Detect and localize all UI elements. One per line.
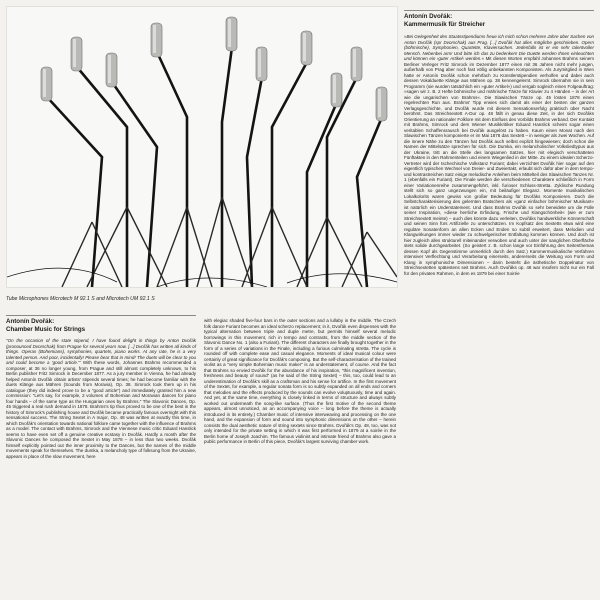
body-text: Mit diesen Worten empfahl Johannes Brahms seinem Berliner Verleger Fritz Simrock im Dezember 1877 einen mit 36 Jahren nicht mehr jungen, außerhalb von Prag aber noch fast völlig unbekannten Komponisten. Als Jurymitglied in Wien hatte er Antonín Dvořák schon mehrfach zu Künstlerstipendien verholfen und dabei auch dessen Vokalduette Klänge aus Mähren op. 38 kennengelernt. Simrock übernahm sie in sein Programm (sie wurden tatsächlich ein »guter Artikel«) und vergab sogleich einen Folgeauftrag: »sagen wir z. B. 2 Hefte böhmische und mährische Tänze für Klavier zu 4 Händen – in der Art wie die ungarischen von Brahms«. Die Slawischen Tänze op. 45 lösten 1878 einen regelrechten Run aus. Brahms' Tipp erwies sich damit als einer der besten der ganzen Verlagsgeschichte, und Dvořák wurde mit diesem Sensationserfolg praktisch über Nacht berühmt. Das Streichsextett A-Dur op. 48 fällt in genau diese Zeit, in der sich Dvořáks Orientierung an nationaler Folklore mit dem Einfluss des Vorbilds Brahms verband. Der Kontakt mit Brahms, Simrock und dem Wiener Musikkritiker Eduard Hanslick scheint sogar einen veritablen Schaffensrausch bei Dvořák ausgelöst zu haben. Kaum einen Monat nach den Slawischen Tänzen komponierte er im Mai 1878 das Sextett – in weniger als zwei Wochen. Auf die innere Nähe zu den Tänzen hat Dvořák auch selbst explizit hingewiesen; doch schon die Namen der Mittelsätze sprechen für sich. Die Dumka, ein melancholischer Volksliedtypus aus der Ukraine, tritt an die Stelle des langsamen Satzes, hier mit elegisch verschatteten Fünftakten in den Rahmenteilen und einem Wiegenlied in der Mitte. Zu einem idealen Scherzo-Vertreter wird der tschechische Volkstanz Furiant; dabei verzichtet Dvořák hier sogar auf den eigentlich typischen Wechsel von Dreier- und Zweiertakt, erlaubt sich dafür aber in dem tempo- und kontrastreichen Satz einige melodische Anleihen beim Mittelteil des Slawischen Tanzes Nr. 1 (ebenfalls ein Furiant). Die Finale werden die verschiedenen Charaktere schließlich in Form einer Variationenreihe zusammengeführt, inkl. furioser Schluss-Stretta. Zyklische Rundung stellt sich so ganz ungezwungen ein, mit beiläufiger Eleganz. Momente musikalischen Lokalkolorits waren gewiss von großer Bedeutung für Dvořáks Komponieren. Doch die Selbstcharakterisierung des gelernten Bratschers als »ganz einfacher böhmischer Musikant« ist natürlich ein Understatement. Und dass Brahms Dvořák so sehr beneidete um die Fülle seiner Inspiration, »diese herrliche Erfindung, Frische und Klangschönheit« (wie er zum Streichsextett meinte) – auch dies könnte dazu verleiten, Dvořáks handwerkliche Könnerschaft und seinen Sinn fürs Artifizielle zu unterschätzen. Im Kopfsatz des Sextetts etwa wird eine reguläre Sonatenform an allen Ecken und Enden so subtil erweitert, dass Melodien und Klangwirkungen immer wieder zu schwelgerischer Entfaltung kommen können. Und doch ist hier zugleich alles strukturell miteinander verwoben und auch unter der sanglichen Oberfläche stets solide durchgearbeitet. (So geistert z. B. schon lange vor Einführung des Seitenthemas dessen Kopf als Gegenstimme unmerklich durch den Satz.) Kammermusikalische Verfahren intensiver Verflechtung und Verarbeitung einerseits, andererseits die Weitung von Form und Klang in symphonische Dimensionen – darin besteht die ästhetische Doppelnatur von Streichsextetten spätestens seit Brahms. Auch Dvořáks op. 48 war insofern nicht nur ein Fall für den privaten Rahmen, in dem es 1879 bei einer Soirée	[404, 56, 594, 276]
body-text: With these words, Johannes Brahms recommended a composer, at 36 no longer young, from Prague and still almost completely unknown, to his Berlin publisher Fritz Simrock in December 1877. As a jury member in Vienna, he had already helped Antonín Dvořák obtain artists' stipends several times; he had become familiar with the duets Klänge aus Mähren (Sounds from Moravia), Op. 38. Simrock took them up in his catalogue (they did indeed prove to be a "good article") and immediately granted him a new commission: "Let's say, for example, 2 volumes of Bohemian and Moravian dances for piano four hands – of the same type as the Hungarian ones by Brahms." The Slavonic Dances, Op. 45 triggered a real rush demand in 1878. Brahms's tip thus proved to be one of the best in the history of Simrock's publishing house and Dvořák became practically famous overnight with this sensational success. The String Sextet in A major, Op. 48 was written at exactly this time, in which Dvořák's orientation towards national folklore came together with the influence of Brahms as a model. The contact with Brahms, Simrock and the Viennese music critic Eduard Hanslick seems to have even set off a genuine creative ecstasy in Dvořák. Hardly a month after the Slavonic Dances he composed the Sextet in May 1878 – in less than two weeks. Dvořák himself explicitly pointed out the inner proximity to the Dances, but the names of the middle movements speak for themselves. The dumka, a melancholy type of folksong from the Ukraine, appears in place of the slow movement, here	[6, 360, 196, 459]
german-heading	[404, 13, 594, 28]
english-column-1	[6, 338, 196, 459]
english-column-2	[204, 318, 396, 445]
heading-line-1: Antonín Dvořák:	[6, 318, 55, 325]
section-rule	[6, 315, 196, 316]
section-rule	[404, 10, 594, 11]
brahms-quote: "On the occasion of the state stipend, I have found delight in things by Anton Dvořák (pronounced Dvorschak) from Prague for several years now. [...] Dvořák has written all kinds of things. Operas (Bohemians), symphonies, quartets, piano works. At any rate, he is a very talented person. And poor, incidentally! Please bear that in mind! The duets will be clear to you and could become a 'good article.'"	[6, 338, 196, 365]
german-column	[404, 34, 594, 276]
body-text: with elegiac shaded five-four bars in the outer sections and a lullaby in the middle. The Czech folk dance Furiant becomes an ideal scherzo replacement; in it, Dvořák even dispenses with the typical alternation between triple and duple metre, but permits himself several melodic borrowings in this movement, rich in tempo and contrasts, from the middle section of the Slavonic Dance No. 1 (also a Furiant). The different characters are finally brought together in the form of a series of variations in the Finale, including a furious culminating stretta. The cycle is rounded off with complete ease and casual elegance. Moments of ideal musical colour were certainly of great significance for Dvořák's composing. But the self-characterisation of the trained violist as a "very simple Bohemian music maker" is an understatement, of course. And the fact that Brahms so envied Dvořák for the abundance of his inspiration, "this magnificent invention, freshness and beauty of sound" (as he said of the String Sextet) – this, too, could lead to an underestimation of Dvořák's skill as a craftsman and his sense for artifice. In the first movement of the Sextet, for example, a regular sonata form is so subtly expanded on all ends and corners that melodies and the effects produced by the sounds can evolve voluptuously, time and again. And yet, at the same time, everything is closely linked in terms of structure and always subtly worked out underneath the song-like surface. (Thus the first motive of the second theme appears, almost unnoticed, as an accompanying voice – long before the theme is actually introduced in its entirety.) Chamber music of intensive interweaving and processing on the one hand, and the expansion of form and sound into symphonic dimensions on the other – herein consists the dual aesthetic nature of string sextets since Brahms. Dvořák's Op. 48, too, was not only intended for the private setting in which it was first performed in 1879 at a soirée in the Berlin home of Joseph Joachim. The famous violinist and intimate friend of Brahms also gave a public performance in Berlin of this piece, Dvořák's largest surviving chamber work.	[204, 318, 396, 444]
heading-line-2: Chamber Music for Strings	[6, 325, 86, 333]
heading-line-1: Antonín Dvořák:	[404, 13, 453, 20]
english-heading	[6, 318, 196, 333]
brahms-quote: »Bei Gelegenheit des Staatsstipendiums freue ich mich schon mehrere Jahre über Sachen von Anton Dvořák (spr Dvorschak) aus Prag. [...] Dvořák hat alles mögliche geschrieben. Opern (böhmische), Symphonien, Quartette, Klaviersachen. Jedenfalls ist er ein sehr talentvoller Mensch. Nebenbei arm! Und bitte ich das zu bedenken! Die Duette werden Ihnen einleuchten und können ein ›guter Artikel‹ werden.«	[404, 34, 594, 61]
microphone-stands-illustration	[7, 7, 397, 287]
photo-caption: Tube Microphones Microtech M 92.1 S and Microtech UM 92.1 S	[6, 296, 155, 302]
heading-line-2: Kammermusik für Streicher	[404, 20, 486, 28]
microphones-photo	[6, 6, 398, 288]
